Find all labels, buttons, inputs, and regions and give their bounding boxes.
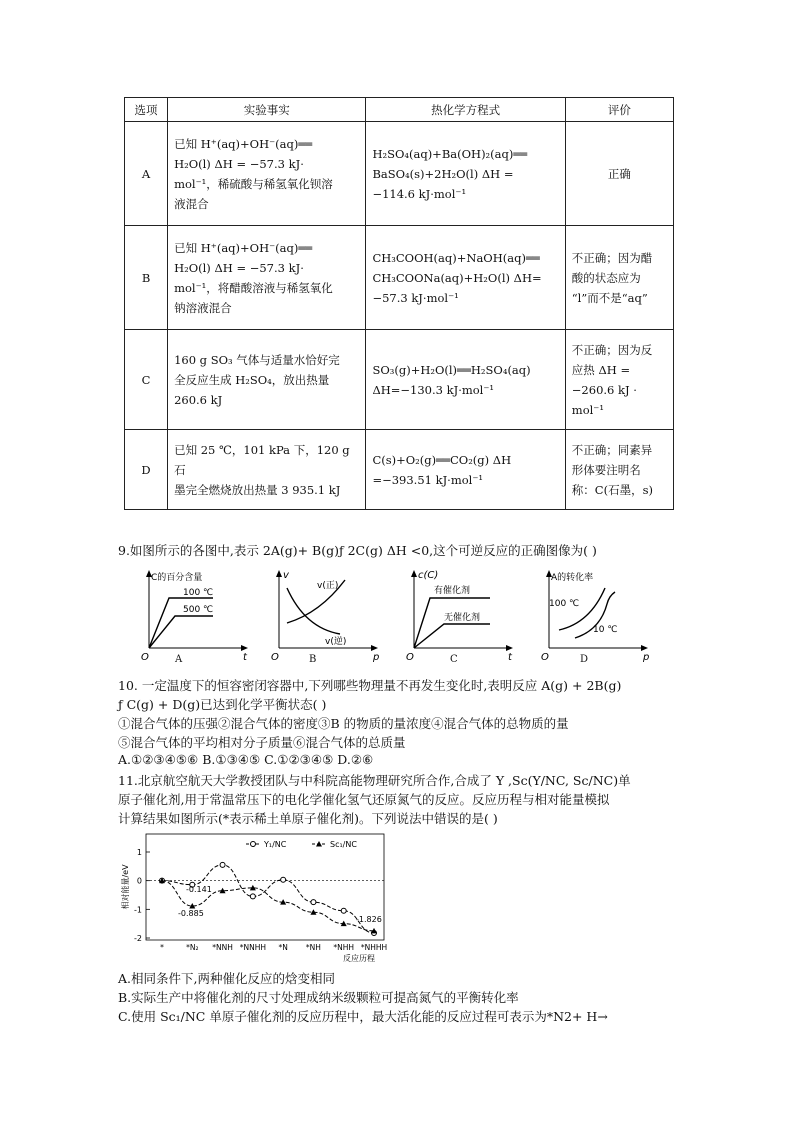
curve-label: 10 ℃ (593, 625, 618, 635)
table-row (125, 330, 674, 430)
equation-line: BaSO₄(s)+2H₂O(l) ΔH = (372, 166, 514, 181)
equation-line: CH₃COONa(aq)+H₂O(l) ΔH= (372, 270, 542, 285)
fact-line: 已知 H⁺(aq)+OH⁻(aq)══ (174, 136, 313, 151)
equation-line: SO₃(g)+H₂O(l)══H₂SO₄(aq) (372, 362, 531, 377)
q9-graph-d-letter: D (580, 654, 589, 665)
y-label: C的百分含量 (151, 573, 203, 583)
row-fact (168, 226, 366, 330)
origin-label: O (141, 652, 149, 663)
equation-line: −114.6 kJ·mol⁻¹ (372, 186, 467, 201)
row-evaluation (565, 122, 673, 226)
evaluation-line: 应热 ΔH = (571, 362, 631, 377)
evaluation-line: 不正确；因为醋 (571, 250, 653, 265)
q9-graph-d (535, 568, 665, 666)
evaluation-line: 酸的状态应为 (571, 270, 641, 285)
row-option: B (125, 226, 168, 330)
fact-line: 已知 H⁺(aq)+OH⁻(aq)══ (174, 240, 313, 255)
curve-100c (559, 588, 605, 630)
curve-label: 100 ℃ (183, 588, 214, 598)
q9-graph-a (135, 568, 265, 666)
legend-label-y: Y₁/NC (264, 840, 287, 849)
fact-line: mol⁻¹，稀硫酸与稀氢氧化钡溶 (174, 176, 333, 191)
arrow-icon (506, 645, 513, 651)
evaluation-line: 不正确；同素异 (571, 442, 653, 457)
q9-graph-a-letter: A (175, 654, 183, 665)
data-point-y (220, 862, 225, 867)
fact-line: mol⁻¹，将醋酸溶液与稀氢氧化 (174, 280, 333, 295)
curve-label: 500 ℃ (183, 605, 214, 615)
annotation: -0.885 (178, 909, 204, 918)
row-evaluation (565, 330, 673, 430)
fact-line: 液混合 (174, 196, 209, 211)
q10-line1: 10. 一定温度下的恒容密闭容器中,下列哪些物理量不再发生变化时,表明反应 A(g) + 2B(g) (118, 678, 622, 693)
header-option: 选项 (125, 98, 168, 122)
curve-label: 100 ℃ (549, 599, 580, 609)
q9-stem: 9.如图所示的各图中,表示 2A(g)+ B(g)ƒ 2C(g) ΔH <0,这个可逆反应的正确图像为( ) (118, 543, 597, 558)
row-equation (366, 430, 565, 510)
x-tick-label: *NHHH (360, 943, 388, 952)
x-tick-label: *NNHH (239, 943, 266, 952)
equation-line: CH₃COOH(aq)+NaOH(aq)══ (372, 250, 540, 265)
fact-line: 墨完全燃烧放出热量 3 935.1 kJ (174, 482, 341, 497)
row-option: D (125, 430, 168, 510)
header-evaluation: 评价 (565, 98, 673, 122)
y-tick-label: 0 (136, 876, 142, 886)
x-tick-label: * (160, 943, 164, 952)
q10-options: A.①②③④⑤⑥ B.①③④⑤ C.①②③④⑤ D.②⑥ (118, 752, 374, 767)
table-header-row (125, 98, 674, 122)
row-fact (168, 330, 366, 430)
equation-line: C(s)+O₂(g)══CO₂(g) ΔH (372, 452, 512, 467)
q9-graph-b-letter: B (309, 654, 317, 665)
y-axis-label: 相对能量/eV (121, 864, 130, 910)
fact-line: 钠溶液混合 (174, 300, 232, 315)
evaluation-line: “l”而不是“aq” (571, 290, 648, 305)
row-equation (366, 330, 565, 430)
equation-line: H₂SO₄(aq)+Ba(OH)₂(aq)══ (372, 146, 528, 161)
q10-line3: ①混合气体的压强②混合气体的密度③B 的物质的量浓度④混合气体的总物质的量 (118, 716, 569, 731)
row-option: C (125, 330, 168, 430)
x-axis-label: 反应历程 (343, 954, 375, 963)
x-label: t (508, 652, 512, 663)
x-tick-label: *NHH (333, 943, 355, 952)
evaluation-line: 称：C(石墨，s) (571, 482, 653, 497)
fact-line: H₂O(l) ΔH = −57.3 kJ· (174, 260, 304, 275)
fact-line: H₂O(l) ΔH = −57.3 kJ· (174, 156, 304, 171)
row-fact (168, 122, 366, 226)
data-point-y (311, 900, 316, 905)
row-evaluation (565, 226, 673, 330)
equation-line: ΔH=−130.3 kJ·mol⁻¹ (372, 382, 495, 397)
table-row (125, 122, 674, 226)
x-tick-label: *NNH (212, 943, 233, 952)
curve-without-catalyst (414, 624, 490, 648)
row-fact (168, 430, 366, 510)
legend-marker-sc (316, 841, 322, 847)
evaluation-line: 形体要注明名 (571, 462, 641, 477)
legend-marker-y (251, 842, 256, 847)
q11-option-b: B.实际生产中将催化剂的尺寸处理成纳米级颗粒可提高氮气的平衡转化率 (118, 990, 519, 1005)
origin-label: O (406, 652, 414, 663)
y-tick-label: -2 (134, 934, 142, 943)
table-row (125, 430, 674, 510)
y-tick-label: 1 (136, 848, 142, 857)
evaluation-line: mol⁻¹ (571, 402, 604, 417)
x-label: p (373, 652, 380, 663)
q9-graph-c-letter: C (450, 654, 458, 665)
x-tick-label: *N (278, 943, 288, 952)
x-label: t (243, 652, 247, 663)
row-equation (366, 122, 565, 226)
q11-option-c: C.使用 Sc₁/NC 单原子催化剂的反应历程中，最大活化能的反应过程可表示为*N2+ H→ (118, 1009, 608, 1024)
arrow-icon (276, 570, 282, 577)
annotation: -1.826 (356, 915, 382, 924)
origin-label: O (271, 652, 279, 663)
y-tick-label: -1 (134, 905, 142, 915)
fact-line: 160 g SO₃ 气体与适量水恰好完 (174, 352, 340, 367)
origin-label: O (541, 652, 549, 663)
legend-label-sc: Sc₁/NC (330, 840, 357, 849)
energy-profile-chart (118, 830, 398, 966)
data-point-y (281, 877, 286, 882)
fact-line: 全反应生成 H₂SO₄，放出热量 (174, 372, 330, 387)
header-equation: 热化学方程式 (366, 98, 565, 122)
curve-label: v(逆) (325, 637, 347, 647)
curve-label: 有催化剂 (434, 586, 471, 596)
equation-line: =−393.51 kJ·mol⁻¹ (372, 472, 484, 487)
header-fact: 实验事实 (168, 98, 366, 122)
q10-line2: ƒ C(g) + D(g)已达到化学平衡状态( ) (118, 697, 327, 712)
row-equation (366, 226, 565, 330)
arrow-icon (641, 645, 648, 651)
y-label: v (283, 570, 289, 581)
evaluation-line: 正确 (607, 166, 631, 181)
arrow-icon (371, 645, 378, 651)
data-point-y (250, 894, 255, 899)
q9-graph-c (400, 568, 530, 666)
q11-option-a: A.相同条件下,两种催化反应的焓变相同 (118, 971, 335, 986)
x-label: p (643, 652, 650, 663)
data-point-y (341, 908, 346, 913)
fact-line: 260.6 kJ (174, 392, 223, 407)
row-option: A (125, 122, 168, 226)
row-evaluation (565, 430, 673, 510)
q11-line2: 原子催化剂,用于常温常压下的电化学催化氢气还原氮气的反应。反应历程与相对能量模拟 (118, 792, 610, 807)
evaluation-line: −260.6 kJ · (571, 382, 637, 397)
legend (246, 840, 357, 849)
curve-500c (149, 616, 213, 648)
x-tick-label: *NH (305, 943, 321, 952)
annotation: -0.141 (186, 885, 212, 894)
table-row (125, 226, 674, 330)
curve-label: v(正) (317, 581, 339, 591)
evaluation-line: 不正确；因为反 (571, 342, 653, 357)
q8-table (124, 97, 674, 510)
y-label: c(C) (418, 570, 439, 581)
curve-label: 无催化剂 (444, 613, 481, 623)
series-line-0 (162, 865, 374, 933)
q11-line1: 11.北京航空航天大学教授团队与中科院高能物理研究所合作,合成了 Y ,Sc(Y/NC, Sc/NC)单 (118, 773, 631, 788)
q10-line4: ⑤混合气体的平均相对分子质量⑥混合气体的总质量 (118, 735, 406, 750)
x-tick-label: *N₂ (186, 943, 199, 952)
y-label: A的转化率 (551, 573, 594, 583)
q9-graph-b (265, 568, 395, 666)
q11-line3: 计算结果如图所示(*表示稀土单原子催化剂)。下列说法中错误的是( ) (118, 811, 498, 826)
arrow-icon (411, 570, 417, 577)
curve-with-catalyst (414, 598, 490, 648)
arrow-icon (241, 645, 248, 651)
fact-line: 已知 25 ℃，101 kPa 下，120 g 石 (174, 442, 350, 477)
equation-line: −57.3 kJ·mol⁻¹ (372, 290, 459, 305)
